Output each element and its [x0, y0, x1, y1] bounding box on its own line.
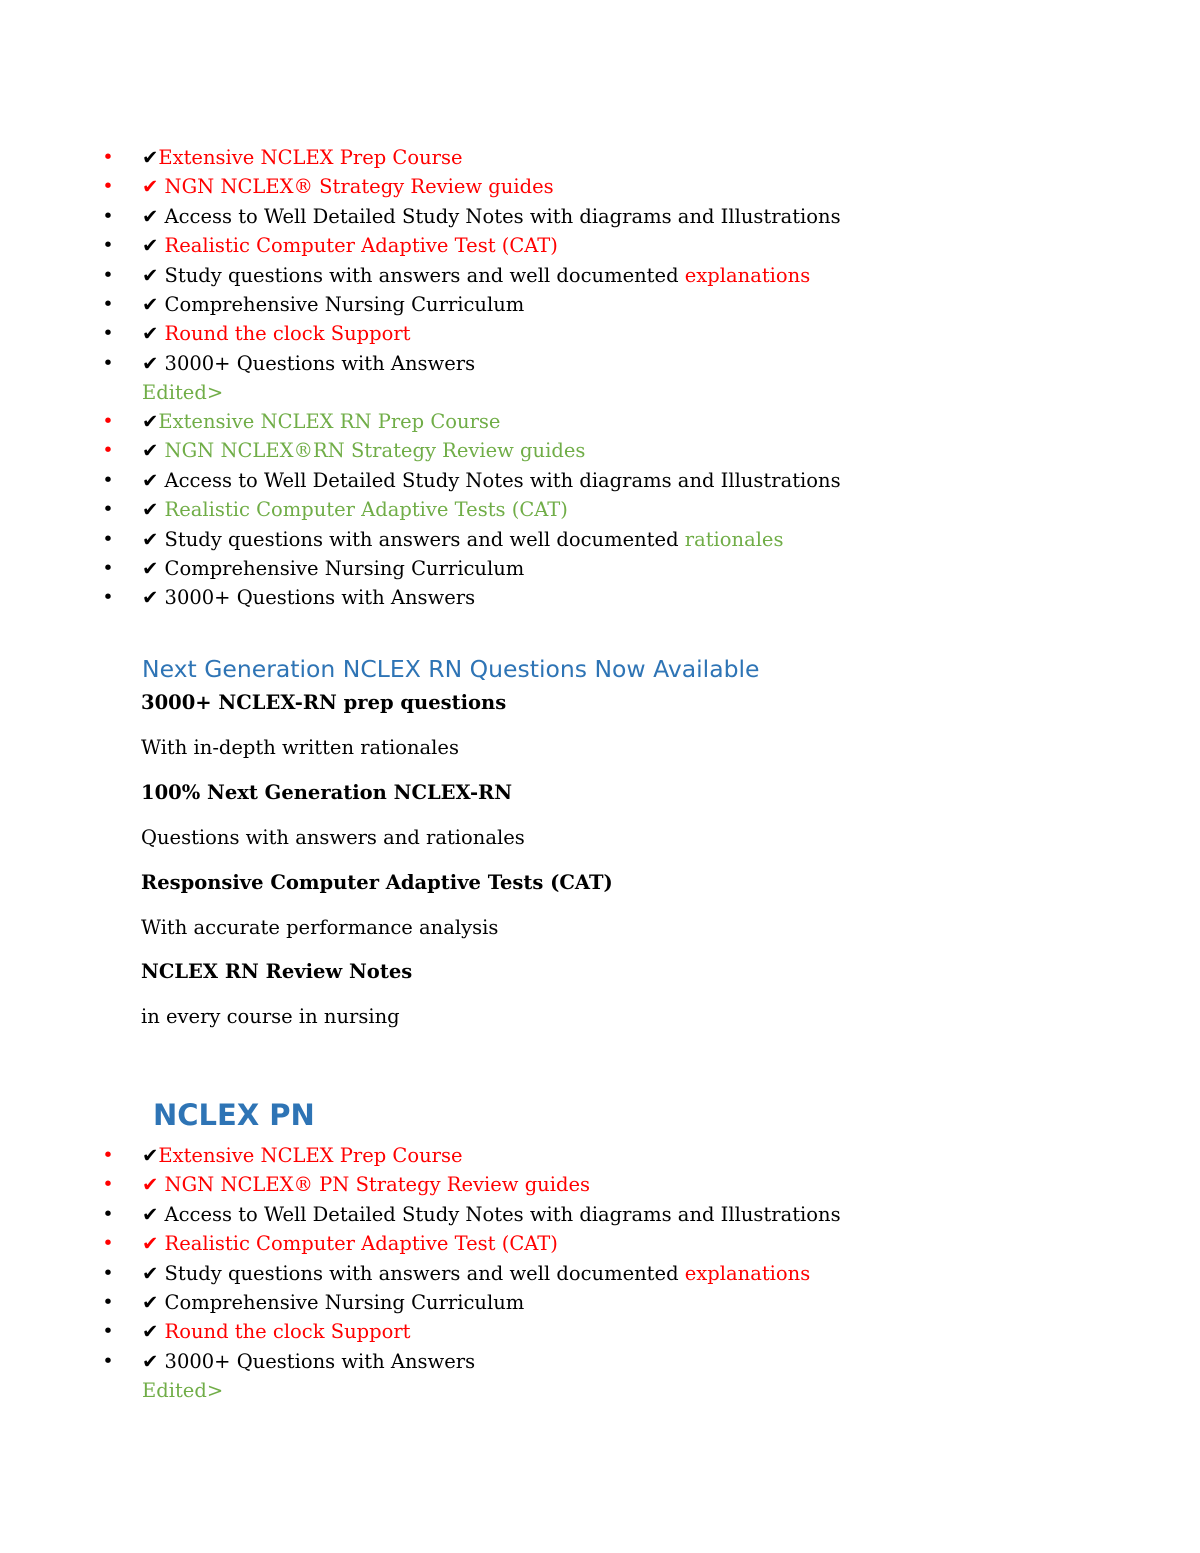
list-item-text — [142, 1141, 463, 1170]
list-item-text — [142, 349, 475, 378]
list-item — [0, 1376, 1200, 1405]
text-segment: ✔ Access to Well Detailed Study Notes with diagrams and Illustrations — [142, 468, 841, 492]
section-heading-next-generation-rn: Next Generation NCLEX RN Questions Now Available — [142, 655, 760, 683]
bullet-icon: • — [102, 292, 114, 315]
list-item-text — [142, 525, 783, 554]
list-item — [0, 231, 1200, 260]
list-item-text — [142, 1317, 411, 1346]
bullet-icon: • — [102, 1261, 114, 1284]
list-item-text — [142, 261, 810, 290]
bullet-icon: • — [102, 263, 114, 286]
text-segment: ✔ — [142, 234, 165, 258]
feature-description: With accurate performance analysis — [141, 916, 499, 939]
feature-title: NCLEX RN Review Notes — [141, 960, 413, 983]
text-segment: ✔ — [142, 439, 165, 463]
bullet-icon: • — [102, 410, 114, 432]
bullet-icon: • — [102, 234, 114, 257]
bullet-icon: • — [102, 1232, 114, 1255]
bullet-icon: • — [102, 204, 114, 227]
bullet-icon: • — [102, 556, 114, 579]
list-item-text — [142, 1288, 524, 1317]
list-item — [0, 172, 1200, 201]
list-item — [0, 1141, 1200, 1170]
list-item-text — [142, 466, 841, 495]
text-segment: ✔ Comprehensive Nursing Curriculum — [142, 292, 525, 316]
list-item — [0, 583, 1200, 612]
text-segment: ✔ — [142, 322, 165, 346]
list-item-text — [142, 1376, 223, 1405]
feature-list-rn-original — [0, 143, 1200, 408]
list-item-text — [142, 436, 585, 465]
feature-list-pn — [0, 1141, 1200, 1406]
list-item — [0, 1347, 1200, 1376]
feature-list-rn-edited — [0, 407, 1200, 613]
feature-description: in every course in nursing — [141, 1005, 400, 1028]
text-segment: ✔ NGN NCLEX® Strategy Review guides — [142, 175, 554, 199]
text-segment: Extensive NCLEX RN Prep Course — [158, 410, 501, 433]
text-segment: ✔ Study questions with answers and well documented — [142, 1261, 685, 1285]
bullet-icon: • — [102, 527, 114, 550]
text-segment: ✔ — [142, 1144, 159, 1167]
list-item — [0, 378, 1200, 407]
bullet-icon: • — [102, 1320, 114, 1343]
list-item — [0, 525, 1200, 554]
list-item — [0, 261, 1200, 290]
list-item — [0, 1229, 1200, 1258]
list-item-text — [142, 319, 411, 348]
list-item — [0, 407, 1200, 436]
text-segment: NGN NCLEX®RN Strategy Review guides — [164, 439, 586, 463]
section-heading-nclex-pn: NCLEX PN — [153, 1098, 315, 1132]
text-segment: ✔ Study questions with answers and well documented — [142, 527, 685, 551]
list-item — [0, 319, 1200, 348]
text-segment: ✔ Access to Well Detailed Study Notes with diagrams and Illustrations — [142, 1202, 841, 1226]
text-segment: ✔ Access to Well Detailed Study Notes with diagrams and Illustrations — [142, 204, 841, 228]
text-segment: Edited> — [142, 1379, 224, 1403]
bullet-icon: • — [102, 175, 114, 198]
text-segment: ✔ Comprehensive Nursing Curriculum — [142, 556, 525, 580]
list-item-text — [142, 1200, 841, 1229]
list-item-text — [142, 1347, 475, 1376]
bullet-icon: • — [102, 1290, 114, 1313]
text-segment: ✔ 3000+ Questions with Answers — [142, 586, 476, 610]
text-segment: Round the clock Support — [164, 322, 411, 346]
list-item-text — [142, 202, 841, 231]
list-item-text — [142, 378, 223, 407]
text-segment: ✔ Study questions with answers and well documented — [142, 263, 685, 287]
text-segment: ✔ — [142, 498, 165, 522]
feature-description: Questions with answers and rationales — [141, 826, 525, 849]
text-segment: ✔ — [142, 1320, 165, 1344]
list-item-text — [142, 407, 500, 436]
text-segment: explanations — [684, 263, 811, 287]
list-item — [0, 1317, 1200, 1346]
text-segment: Extensive NCLEX Prep Course — [158, 146, 463, 169]
list-item-text — [142, 172, 554, 201]
list-item — [0, 1288, 1200, 1317]
bullet-icon: • — [102, 586, 114, 609]
text-segment: Realistic Computer Adaptive Tests (CAT) — [164, 498, 568, 522]
text-segment: explanations — [684, 1261, 811, 1285]
list-item-text — [142, 143, 463, 172]
list-item — [0, 554, 1200, 583]
list-item — [0, 1200, 1200, 1229]
text-segment: Edited> — [142, 381, 224, 405]
list-item — [0, 143, 1200, 172]
feature-title: 100% Next Generation NCLEX-RN — [141, 781, 513, 804]
list-item — [0, 436, 1200, 465]
list-item-text — [142, 583, 475, 612]
list-item — [0, 1259, 1200, 1288]
list-item-text — [142, 495, 568, 524]
bullet-icon: • — [102, 322, 114, 345]
list-item-text — [142, 231, 558, 260]
text-segment: rationales — [684, 527, 784, 551]
bullet-icon: • — [102, 439, 114, 462]
bullet-icon: • — [102, 146, 114, 168]
list-item-text — [142, 290, 524, 319]
text-segment: Extensive NCLEX Prep Course — [158, 1144, 463, 1167]
bullet-icon: • — [102, 468, 114, 491]
list-item — [0, 466, 1200, 495]
text-segment: Realistic Computer Adaptive Test (CAT) — [164, 234, 558, 258]
feature-description: With in-depth written rationales — [141, 736, 459, 759]
list-item-text — [142, 1229, 558, 1258]
bullet-icon: • — [102, 1173, 114, 1196]
bullet-icon: • — [102, 1202, 114, 1225]
list-item — [0, 495, 1200, 524]
text-segment: ✔ — [142, 146, 159, 169]
bullet-icon: • — [102, 498, 114, 521]
feature-title: Responsive Computer Adaptive Tests (CAT) — [141, 871, 613, 894]
text-segment: ✔ Comprehensive Nursing Curriculum — [142, 1290, 525, 1314]
text-segment: ✔ 3000+ Questions with Answers — [142, 1349, 476, 1373]
list-item-text — [142, 554, 524, 583]
feature-title: 3000+ NCLEX-RN prep questions — [141, 691, 507, 714]
bullet-icon: • — [102, 1349, 114, 1372]
bullet-icon: • — [102, 351, 114, 374]
text-segment: ✔ NGN NCLEX® PN Strategy Review guides — [142, 1173, 590, 1197]
list-item — [0, 290, 1200, 319]
list-item-text — [142, 1170, 590, 1199]
list-item — [0, 1170, 1200, 1199]
list-item — [0, 202, 1200, 231]
text-segment: Round the clock Support — [164, 1320, 411, 1344]
text-segment: ✔ 3000+ Questions with Answers — [142, 351, 476, 375]
list-item — [0, 349, 1200, 378]
list-item-text — [142, 1259, 810, 1288]
bullet-icon: • — [102, 1144, 114, 1166]
text-segment: ✔ Realistic Computer Adaptive Test (CAT) — [142, 1232, 558, 1256]
text-segment: ✔ — [142, 410, 159, 433]
